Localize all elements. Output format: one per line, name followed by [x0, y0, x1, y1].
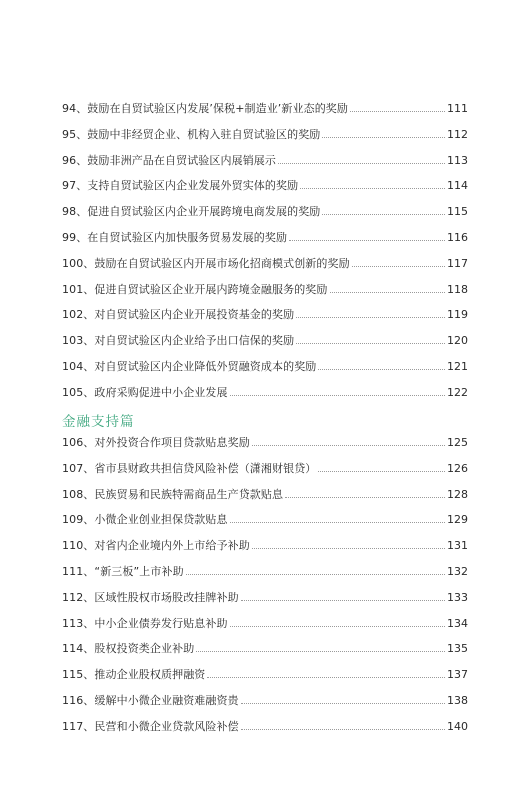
- toc-entry-title: 117、民营和小微企业贷款风险补偿: [62, 719, 239, 733]
- toc-list-part2: [62, 434, 468, 744]
- toc-entry[interactable]: [62, 511, 468, 537]
- dot-leader: [318, 471, 445, 472]
- toc-entry-page: 126: [447, 461, 468, 475]
- toc-entry-title: 106、对外投资合作项目贷款贴息奖励: [62, 436, 250, 449]
- toc-entry[interactable]: [62, 718, 468, 744]
- toc-entry-page: 134: [447, 616, 468, 630]
- dot-leader: [252, 445, 445, 446]
- toc-entry-page: 112: [447, 127, 468, 141]
- toc-entry-page: 114: [447, 179, 468, 193]
- toc-entry[interactable]: [62, 255, 468, 281]
- toc-entry-page: 125: [447, 436, 468, 449]
- toc-entry-title: 100、鼓励在自贸试验区内开展市场化招商模式创新的奖励: [62, 256, 350, 270]
- toc-entry[interactable]: [62, 177, 468, 203]
- toc-entry[interactable]: [62, 306, 468, 332]
- toc-entry-title: 116、缓解中小微企业融资难融资贵: [62, 693, 239, 707]
- toc-entry-page: 113: [447, 153, 468, 167]
- dot-leader: [296, 343, 445, 344]
- toc-entry[interactable]: [62, 615, 468, 641]
- toc-entry[interactable]: [62, 332, 468, 358]
- toc-entry[interactable]: [62, 229, 468, 255]
- dot-leader: [350, 111, 445, 112]
- toc-entry-title: 95、鼓励中非经贸企业、机构入驻自贸试验区的奖励: [62, 127, 321, 141]
- toc-entry-title: 110、对省内企业境内外上市给予补助: [62, 539, 250, 553]
- toc-entry[interactable]: [62, 640, 468, 666]
- toc-entry[interactable]: [62, 460, 468, 486]
- dot-leader: [241, 703, 445, 704]
- section-heading: 金融支持篇: [62, 414, 135, 430]
- dot-leader: [186, 574, 445, 575]
- toc-entry-page: 111: [447, 102, 468, 115]
- toc-entry-page: 133: [447, 590, 468, 604]
- toc-entry-title: 98、促进自贸试验区内企业开展跨境电商发展的奖励: [62, 205, 321, 219]
- dot-leader: [230, 395, 445, 396]
- dot-leader: [252, 548, 445, 549]
- toc-entry[interactable]: [62, 126, 468, 152]
- dot-leader: [330, 292, 446, 293]
- toc-entry[interactable]: [62, 666, 468, 692]
- toc-entry[interactable]: [62, 692, 468, 718]
- toc-entry-title: 97、支持自贸试验区内企业发展外贸实体的奖励: [62, 179, 299, 193]
- toc-entry-page: 132: [447, 564, 468, 578]
- toc-entry-page: 129: [447, 513, 468, 527]
- dot-leader: [285, 497, 445, 498]
- toc-entry[interactable]: [62, 281, 468, 307]
- toc-entry[interactable]: [62, 152, 468, 178]
- toc-entry-page: 119: [447, 308, 468, 322]
- toc-entry-title: 109、小微企业创业担保贷款贴息: [62, 513, 228, 527]
- toc-entry-page: 131: [447, 539, 468, 553]
- toc-entry-title: 103、对自贸试验区内企业给予出口信保的奖励: [62, 334, 295, 348]
- dot-leader: [196, 651, 445, 652]
- toc-entry-page: 140: [447, 719, 468, 733]
- toc-entry-page: 135: [447, 642, 468, 656]
- toc-entry-page: 137: [447, 668, 468, 682]
- toc-entry[interactable]: [62, 563, 468, 589]
- toc-entry-title: 114、股权投资类企业补助: [62, 642, 195, 656]
- toc-entry-title: 99、在自贸试验区内加快服务贸易发展的奖励: [62, 230, 288, 244]
- dot-leader: [300, 188, 445, 189]
- toc-entry[interactable]: [62, 486, 468, 512]
- toc-entry-page: 122: [447, 385, 468, 399]
- toc-entry-page: 138: [447, 693, 468, 707]
- dot-leader: [207, 677, 445, 678]
- toc-entry-title: 96、鼓励非洲产品在自贸试验区内展销展示: [62, 153, 276, 167]
- toc-list-part1: [62, 100, 468, 410]
- toc-entry[interactable]: [62, 434, 468, 460]
- toc-entry-title: 101、促进自贸试验区企业开展内跨境金融服务的奖励: [62, 282, 328, 296]
- dot-leader: [241, 600, 445, 601]
- toc-entry-page: 120: [447, 334, 468, 348]
- toc-entry-page: 115: [447, 205, 468, 219]
- dot-leader: [230, 522, 445, 523]
- toc-entry[interactable]: [62, 203, 468, 229]
- dot-leader: [352, 266, 445, 267]
- dot-leader: [241, 729, 445, 730]
- dot-leader: [278, 163, 445, 164]
- toc-entry-title: 107、省市县财政共担信贷风险补偿（潇湘财银贷）: [62, 461, 317, 475]
- toc-entry[interactable]: [62, 384, 468, 410]
- toc-entry[interactable]: [62, 537, 468, 563]
- toc-entry-title: 102、对自贸试验区内企业开展投资基金的奖励: [62, 308, 295, 322]
- dot-leader: [318, 369, 445, 370]
- toc-entry-title: 108、民族贸易和民族特需商品生产贷款贴息: [62, 487, 284, 501]
- toc-entry-title: 105、政府采购促进中小企业发展: [62, 385, 228, 399]
- dot-leader: [296, 317, 445, 318]
- toc-entry-page: 121: [447, 359, 468, 373]
- dot-leader: [230, 626, 445, 627]
- dot-leader: [289, 240, 445, 241]
- toc-entry-title: 94、鼓励在自贸试验区内发展’保税+制造业’新业态的奖励: [62, 102, 349, 115]
- dot-leader: [322, 214, 445, 215]
- toc-entry-page: 116: [447, 230, 468, 244]
- toc-entry-title: 111、“新三板”上市补助: [62, 564, 184, 578]
- toc-entry-page: 117: [447, 256, 468, 270]
- toc-entry[interactable]: [62, 358, 468, 384]
- toc-entry-page: 118: [447, 282, 468, 296]
- toc-entry-title: 112、区域性股权市场股改挂牌补助: [62, 590, 239, 604]
- toc-entry-page: 128: [447, 487, 468, 501]
- dot-leader: [322, 137, 445, 138]
- toc-entry-title: 115、推动企业股权质押融资: [62, 668, 206, 682]
- toc-entry-title: 104、对自贸试验区内企业降低外贸融资成本的奖励: [62, 359, 317, 373]
- toc-entry[interactable]: [62, 100, 468, 126]
- toc-entry-title: 113、中小企业债券发行贴息补助: [62, 616, 228, 630]
- toc-entry[interactable]: [62, 589, 468, 615]
